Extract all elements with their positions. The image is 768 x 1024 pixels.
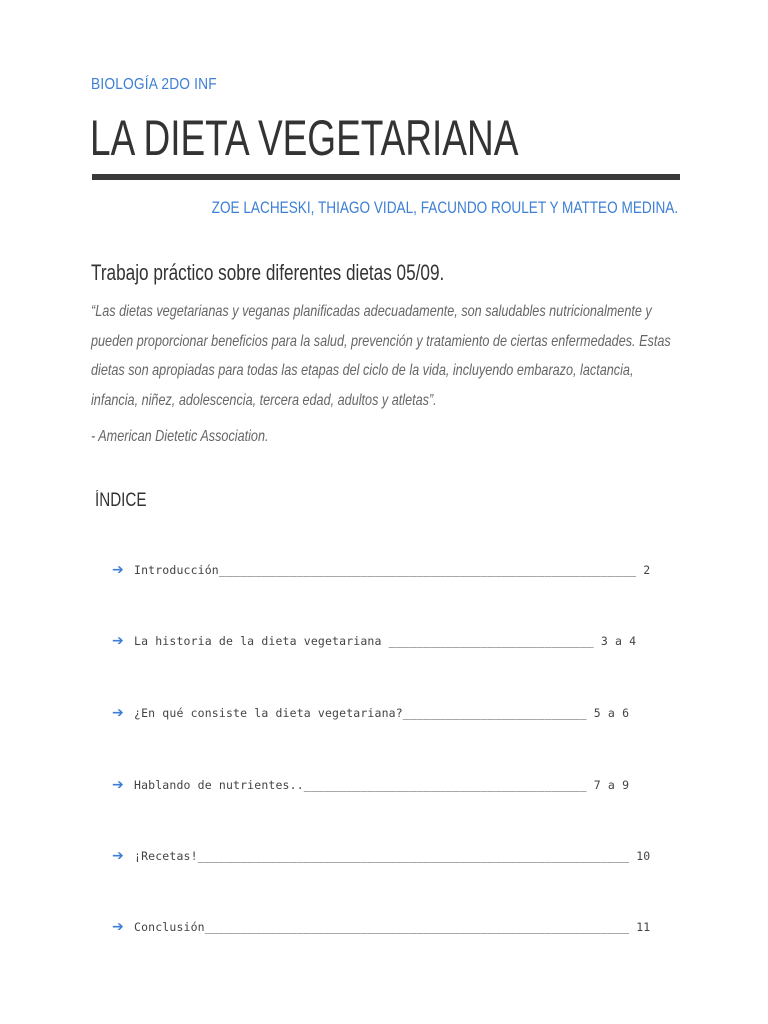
arrow-right-icon: ➔ <box>112 633 124 649</box>
authors-line: ZOE LACHESKI, THIAGO VIDAL, FACUNDO ROULET Y MATTEO MEDINA. <box>211 198 678 217</box>
toc-entry-text: Introducción___________________________________________________________ 2 <box>134 563 651 577</box>
page-title: LA DIETA VEGETARIANA <box>90 110 519 166</box>
toc-entry-text: Conclusión____________________________________________________________ 11 <box>134 920 651 934</box>
toc-item-introduccion <box>112 560 682 580</box>
subject-label: BIOLOGÍA 2DO INF <box>91 76 217 93</box>
quote-block <box>91 297 676 415</box>
arrow-right-icon: ➔ <box>112 919 124 935</box>
title-divider <box>92 174 680 180</box>
toc-item-historia <box>112 631 682 651</box>
quote-line: “Las dietas vegetarianas y veganas planificadas adecuadamente, son saludables nutricionalmente y <box>91 303 652 320</box>
quote-line: dietas son apropiadas para todas las etapas del ciclo de la vida, incluyendo embarazo, lactancia, <box>91 362 634 379</box>
toc-entry-text: Hablando de nutrientes..________________________________________ 7 a 9 <box>134 778 630 792</box>
quote-line: pueden proporcionar beneficios para la salud, prevención y tratamiento de ciertas enfermedades. Estas <box>91 332 671 350</box>
toc-item-consiste <box>112 703 682 723</box>
toc-item-nutrientes <box>112 775 682 795</box>
arrow-right-icon: ➔ <box>112 705 124 721</box>
toc-entry-text: ¡Recetas!_____________________________________________________________ 10 <box>134 849 651 863</box>
assignment-subtitle: Trabajo práctico sobre diferentes dietas 05/09. <box>91 260 445 285</box>
toc-item-recetas <box>112 846 682 866</box>
toc-item-conclusion <box>112 917 682 937</box>
arrow-right-icon: ➔ <box>112 562 124 578</box>
toc-entry-text: ¿En qué consiste la dieta vegetariana?__________________________ 5 a 6 <box>134 706 630 720</box>
index-heading: ÍNDICE <box>95 490 147 511</box>
quote-source: - American Dietetic Association. <box>91 428 269 445</box>
arrow-right-icon: ➔ <box>112 777 124 793</box>
toc-entry-text: La historia de la dieta vegetariana _____________________________ 3 a 4 <box>134 634 637 648</box>
quote-line: infancia, niñez, adolescencia, tercera edad, adultos y atletas”. <box>91 391 437 409</box>
arrow-right-icon: ➔ <box>112 848 124 864</box>
